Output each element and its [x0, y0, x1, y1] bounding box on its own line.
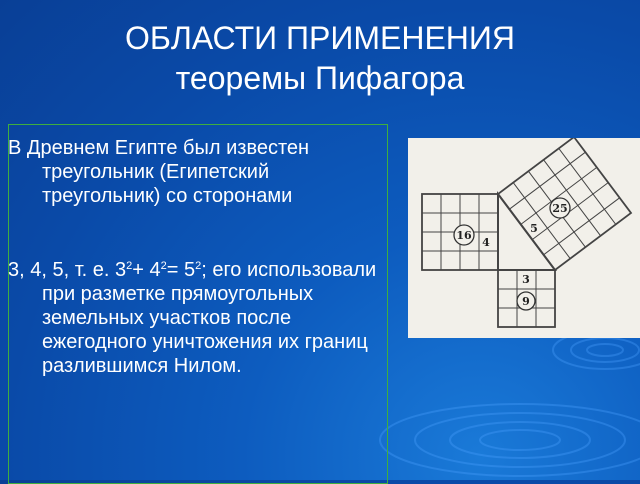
label-25: 25 [552, 202, 568, 215]
paragraph-2-part-3: = 5 [166, 259, 196, 281]
label-3: 3 [522, 273, 530, 286]
pythagoras-diagram [408, 138, 640, 338]
superscript-3: 2 [195, 260, 202, 272]
superscript-1: 2 [126, 260, 133, 272]
paragraph-2-part-4: ; его использовали при разметке прямоугольных земельных участков после ежегодного уничтожения их границ разлившимся Нилом. [42, 259, 377, 377]
paragraph-1: В Древнем Египте был известен треугольник (Египетский треугольник) со сторонами [8, 137, 310, 207]
superscript-2: 2 [160, 260, 167, 272]
paragraph-2 [8, 258, 380, 378]
label-16: 16 [456, 229, 472, 242]
label-5: 5 [530, 222, 538, 235]
paragraph-2-part-2: + 4 [132, 259, 161, 281]
label-4: 4 [482, 236, 490, 249]
title-line-2: теоремы Пифагора [175, 60, 465, 96]
label-9: 9 [522, 295, 530, 308]
slide-title [0, 18, 640, 98]
title-line-1: ОБЛАСТИ ПРИМЕНЕНИЯ [124, 20, 516, 56]
pythagoras-figure [408, 138, 640, 338]
paragraph-2-part-1: 3, 4, 5, т. е. 3 [8, 259, 127, 281]
